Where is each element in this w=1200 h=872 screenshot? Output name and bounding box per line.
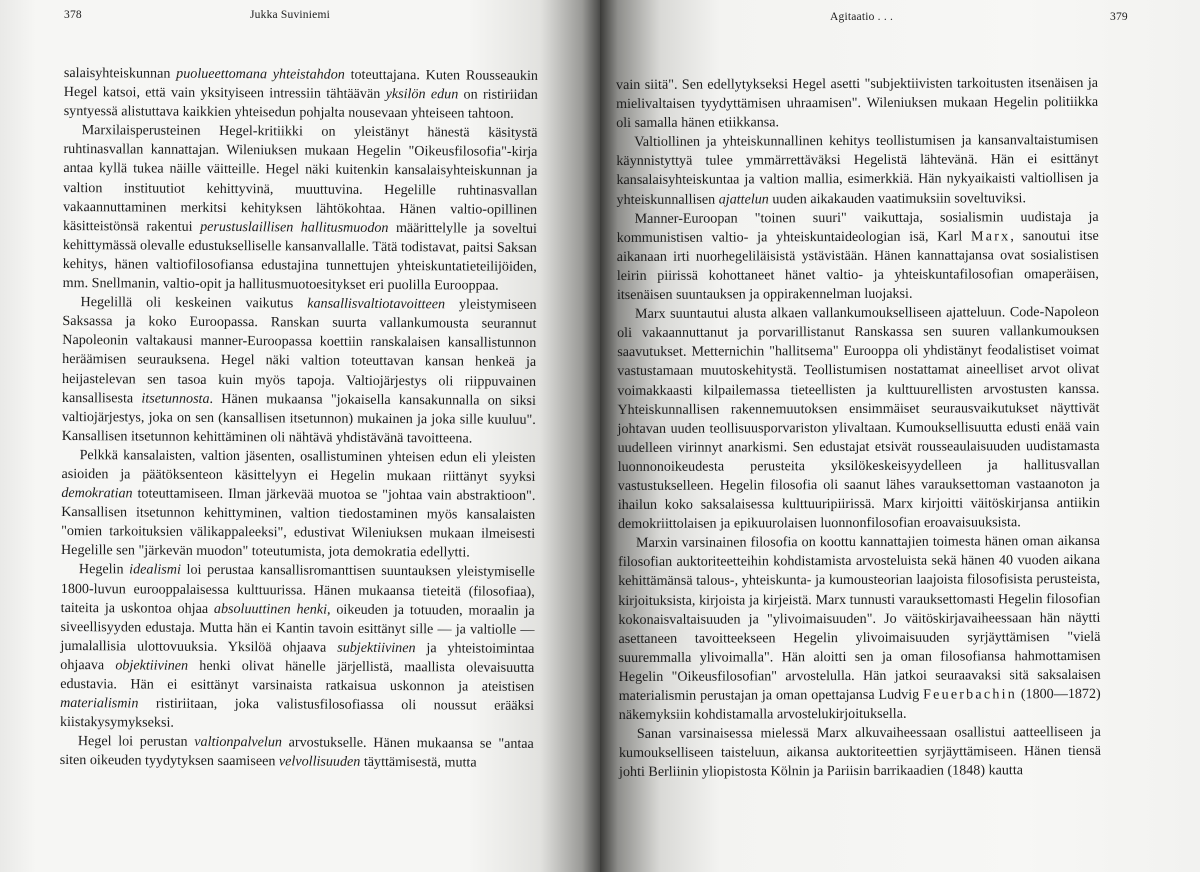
italic-run: ajattelun [718, 190, 769, 208]
text-run: salaisyhteiskunnan [63, 64, 177, 82]
page-number: 378 [64, 9, 82, 21]
text-run: arvostukselle. Hänen mukaansa se "antaa siten oikeuden tyydytyksen saamiseen [59, 734, 534, 770]
paragraph [61, 446, 536, 563]
paragraph [63, 121, 538, 296]
text-run: Hegelin [78, 561, 130, 578]
italic-run: itsetunnosta [141, 390, 210, 407]
paragraph [616, 74, 1098, 133]
text-run: toteuttamiseen. Ilman järkevää muotoa se "johtaa vain abstraktioon". Kansallisen itsetunnon kehittyminen, valtion tiedostaminen myös kansalaisten "omien tarkoituksien välikappaleeksi", edustivat Wileniuksen mukaan ilmeisesti Hegelille sen "järkevän muodon" toteutumista, jota demokratia edellytti. [60, 485, 536, 561]
paragraph [64, 64, 538, 124]
italic-run: velvollisuuden [278, 753, 361, 771]
paragraph [616, 131, 1098, 209]
text-run: Marxilaisperusteinen Hegel-kritiikki on yleistänyt hänestä käsitystä ruhtinasvallan kannattajan. Wileniuksen mukaan Hegelin "Oikeusfilosofia"-kirja antaa kyllä tukea näille väitteille. Hegel näki kuitenkin kansalaisyhteiskunnan ja valtion instituutiot kehittyvinä, muuttuvina. Hegelille ruhtinasvallan vakaannuttaminen merkitsi kehityksen lähtökohtaa. Hänen valtio-opillinen käsitteistönsä rakentui [62, 122, 538, 235]
text-run: , sanoutui itse aikanaan irti nuorhegeliläisistä ystävistään. Hänen kannattajansa ovat sosialistisen leirin piirissä kohottaneet hänet valtio- ja yhteiskuntafilosofian omaperäisen, itsenäisen suuntauksen ja oppirakennelman luojaksi. [616, 227, 1099, 304]
text-run: Hegel loi perustan [77, 733, 195, 751]
paragraph [619, 723, 1101, 782]
text-run: loi perustaa kansallisromanttisen suuntauksen yleistymiselle 1800-luvun eurooppalaisessa kulttuurissa. Hänen mukaansa tieteitä (filosofiaa), taiteita ja uskontoa ohjaa [60, 562, 535, 617]
text-run: Marxin varsinainen filosofia on koottu kannattajien toimesta hänen oman aikansa filosofian auktoriteetteihin kohdistamista arvosteluista sekä hänen 40 vuoden aikana kehittämänsä talous-, yhteiskunta- ja kumousteorian laajoista filosofisista perusteista, kirjoituksista, kirjoista ja kirjeistä. Marx tunnusti varauksettomasti Hegelin filosofian kokonaisvaltaisuuden ja "ylivoimaisuuden". Jo väitöskirjavaiheessaan hän näytti asettaneen tavoitteekseen Hegelin ylivoimaisuuden syrjäyttämisen "vielä suuremmalla ylivoimalla". Hän aloitti sen ja oman filosofiansa hahmottamisen Hegelin "Oikeusfilosofian" arvostelulla. Hän jatkoi seuraavaksi sitä saksalaisen materialismin perustajan ja oman opettajansa Ludvig [618, 533, 1101, 704]
text-run: henki olivat hänelle järjellistä, maallista olevaisuutta edustavia. Hän ei esittänyt varsinaista ratkaisua uskonnon ja ateistisen [60, 657, 535, 695]
running-head: Jukka Suviniemi [250, 9, 330, 21]
paragraph [617, 208, 1099, 306]
italic-run: puolueettomana yhteistahdon [176, 65, 345, 83]
text-run: . Hänen mukaansa "jokaisella kansakunnalla on siksi valtiojärjestys, joka on sen (kansallisen itsetunnon) mukainen ja joka sille kuuluu". Kansallisen itsetunnon kehittäminen oli nähtävä yhdistävänä tavoitteena. [61, 390, 537, 447]
paragraph [60, 732, 534, 773]
right-page [600, 0, 1200, 872]
italic-run: kansallisvaltiotavoitteen [307, 295, 446, 313]
running-head: Agitaatio . . . [830, 11, 894, 23]
italic-run: idealismi [129, 561, 181, 579]
paragraph [60, 560, 535, 735]
text-run: (1800—1872) näkemyksiin kohdistamalla arvostelukirjoituksella. [618, 685, 1101, 724]
paragraph [62, 293, 537, 449]
text-run: uuden aikakauden vaatimuksiin soveltuviksi. [768, 189, 1027, 207]
paragraph [618, 532, 1101, 725]
italic-run: materialismin [60, 695, 139, 712]
italic-run: yksilön edun [385, 86, 459, 103]
italic-run: absoluuttinen henki [213, 600, 328, 618]
body-text [60, 64, 538, 773]
paragraph [617, 303, 1100, 534]
italic-run: objektiivinen [115, 657, 189, 674]
text-run: Hegelillä oli keskeinen vaikutus [80, 294, 308, 312]
spaced-run: Feuerbachin [923, 686, 1017, 703]
text-run: Valtiollinen ja yhteiskunnallinen kehitys teollistumisen ja kansanvaltaistumisen käynnistyttyä tulee ymmärrettäväksi Hegelistä lähtevänä. Hän ei esittänyt kansalaisyhteiskuntaa ja valtion mallia, esimerkkiä. Hän nykyaikaisti valtiollisen ja yhteiskunnallisen [616, 132, 1099, 208]
italic-run: valtionpalvelun [194, 734, 283, 751]
text-run: , oikeuden ja totuuden, moraalin ja siveellisyyden edustaja. Mutta hän ei Kantin tavoin esittänyt sille — ja valtiolle — jumalallisia ulottovuuksia. Yksilöä ohjaava [60, 601, 535, 656]
text-run: Sanan varsinaisessa mielessä Marx alkuvaiheessaan osallistui aatteelliseen ja kumoukselliseen taisteluun, aikansa auktoriteettien syrjäyttämiseen. Hänen tiensä johti Berliinin yliopistosta Kölnin ja Pariisin barrikaadien (1848) kautta [618, 724, 1101, 781]
text-run: vain siitä". Sen edellytykseksi Hegel asetti "subjektiivisten tarkoitusten itsenäisen ja mielivaltaisen tyydyttämisen uhraamisen". Wileniuksen mukaan Hegelin politiikka oli samalla hänen etiikkansa. [616, 74, 1099, 132]
text-run: Pelkkä kansalaisten, valtion jäsenten, osallistuminen yhteisen edun eli yleisten asioiden ja päätöksenteon käsittelyyn ei Hegelin mukaan riittänyt syyksi [61, 446, 536, 485]
text-run: toteuttajana. Kuten Rousseaukin Hegel katsoi, että vain yksityiseen intressiin tähtäävän [63, 66, 538, 103]
text-run: yleistymiseen Saksassa ja koko Euroopassa. Ranskan suurta vallankumousta seurannut Napoleonin valtakausi manner-Euroopassa koettiin ranskalaisen kansallistunnon heräämisen seurauksena. Hegel näki valtion toteuttavan kansan henkeä ja heijastelevan sen tasoa kuin myös tapoja. Valtiojärjestys oli riippuvainen kansallisesta [61, 296, 537, 407]
text-run: ja yhteistoimintaa ohjaava [60, 639, 535, 674]
italic-run: demokratian [61, 485, 133, 502]
text-run: täyttämisestä, mutta [360, 754, 477, 771]
text-run: on ristiriidan syntyessä alistuttava kaikkien yhteisedun pohjalta nousevaan yhteiseen tahtoon. [63, 86, 538, 122]
text-run: määrittelylle ja soveltui kehittymässä olevalle edustukselliselle kansanvallalle. Tätä todistavat, paitsi Saksan kehitys, hänen valtiofilosofiansa edustajina tunnettujen yhteiskuntatieteilijöiden, mm. Snellmanin, valtio-opit ja hallitusmuotoesitykset eri puolilla Eurooppaa. [62, 219, 538, 294]
text-run: Marx suuntautui alusta alkaen vallankumoukselliseen ajatteluun. Code-Napoleon oli vakaannuttanut ja porvarillistanut Ranskassa sen suuren vallankumouksen saavutukset. Metternichin "hallitsema" Eurooppa oli yhdistänyt feodalistiset voimat vastustamaan muutoskehitystä. Teollistumisen nostattamat aineelliset arvot olivat voimakkaasti kilpailemassa tieteellisten ja kulttuurellisten arvostusten kanssa. Yhteiskunnallisen rakennemuutoksen ensimmäiset seurausvaikutukset näyttivät johtavan uuden teollisuusporvariston ylivaltaan. Kumouksellisuutta edusti enää vain uudelleen virinnyt anarkismi. Sen edustajat etsivät rousseaulaisuuden uudistamasta luonnonoikeudesta perusteita yksilökeskeisyydelleen ja hallitusvallan vastustukselleen. Hegelin filosofia oli saanut lähes varauksettoman vastaanoton ja ihailun koko saksalaisessa kulttuuripiirissä. Marx kirjoitti väitöskirjansa antiikin demokriittolaisen ja epikuurolaisen luonnonfilosofian eroavaisuuksista. [617, 304, 1100, 533]
italic-run: subjektiivinen [337, 639, 416, 656]
italic-run: perustuslaillisen hallitusmuodon [200, 218, 389, 236]
text-run: Manner-Euroopan "toinen suuri" vaikuttaja, sosialismin uudistaja ja kommunistisen valtio- ja yhteiskuntaideologian isä, Karl [616, 208, 1099, 246]
text-run: ristiriitaan, joka valistusfilosofiassa oli noussut erääksi kiistakysymykseksi. [59, 695, 535, 731]
spaced-run: Marx [970, 228, 1011, 245]
body-text [616, 74, 1101, 783]
page-number: 379 [1110, 11, 1128, 23]
